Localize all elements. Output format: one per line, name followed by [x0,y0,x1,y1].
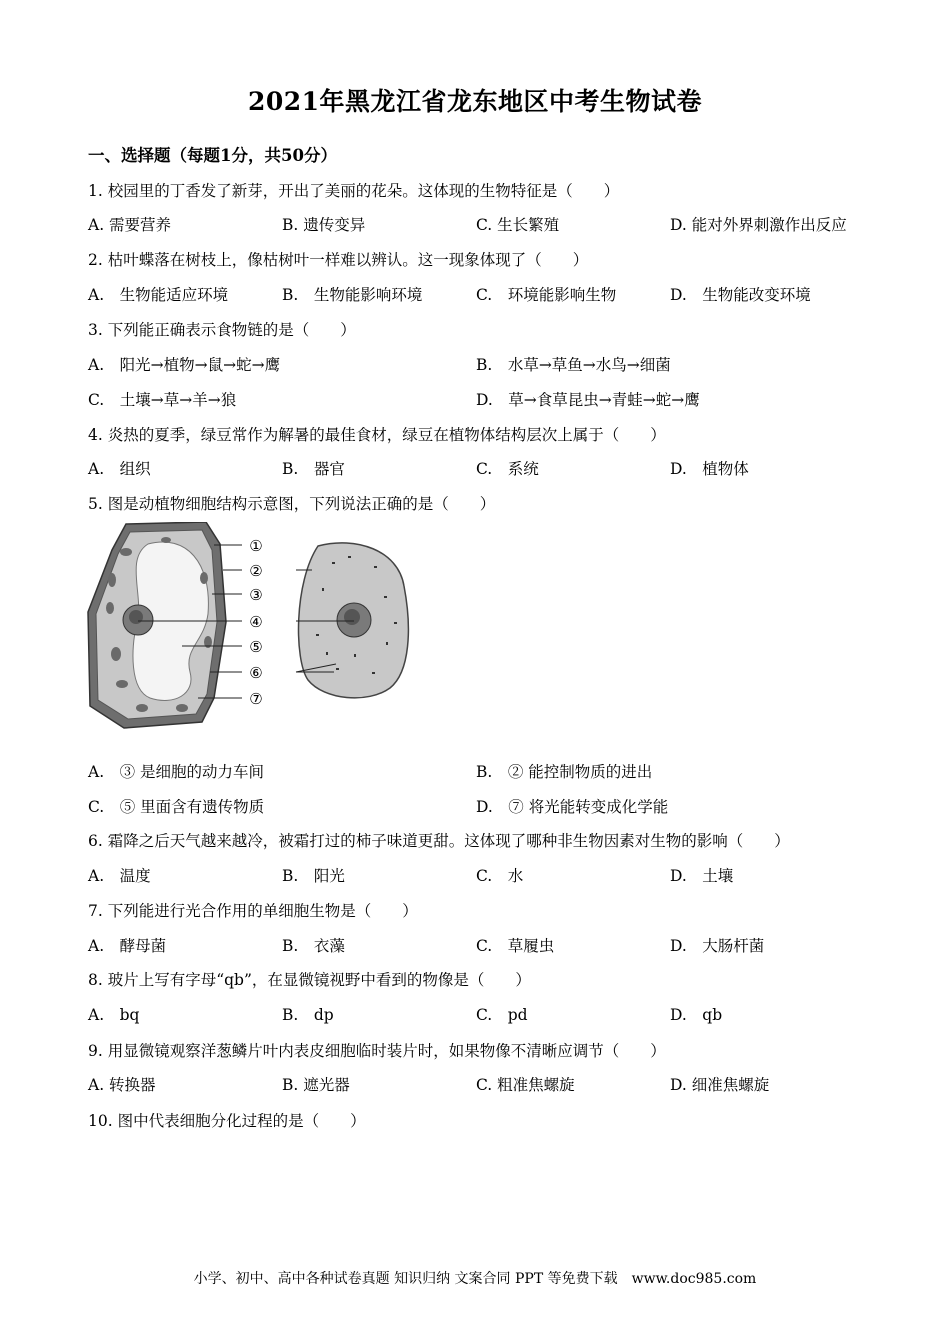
question-3-option-d: D. 草→食草昆虫→青蛙→蛇→鹰 [476,391,700,409]
question-3-option-c: C. 土壤→草→羊→狼 [88,391,237,409]
diagram-label-3: ③ [249,586,263,604]
diagram-label-2: ② [249,562,263,580]
question-3-option-b: B. 水草→草鱼→水鸟→细菌 [476,356,671,374]
question-8-option-d: D. qb [670,1006,723,1024]
question-9-option-c: C. 粗准焦螺旋 [476,1076,575,1094]
question-6-option-c: C. 水 [476,867,524,885]
question-6-option-b: B. 阳光 [282,867,345,885]
question-2-option-c: C. 环境能影响生物 [476,286,617,304]
question-7-option-a: A. 酵母菌 [88,937,167,955]
question-5-option-d: D. ⑦ 将光能转变成化学能 [476,798,669,816]
diagram-label-1: ① [249,537,263,555]
question-2-option-b: B. 生物能影响环境 [282,286,423,304]
question-1-option-d: D. 能对外界刺激作出反应 [670,216,847,234]
question-3-stem: 3. 下列能正确表示食物链的是（ ） [88,321,356,339]
question-8-option-a: A. bq [88,1006,140,1024]
diagram-label-7: ⑦ [249,690,263,708]
question-2-stem: 2. 枯叶蝶落在树枝上，像枯树叶一样难以辨认。这一现象体现了（ ） [88,251,589,269]
page-footer: 小学、初中、高中各种试卷真题 知识归纳 文案合同 PPT 等免费下载 www.doc985.com [193,1271,757,1287]
question-5-option-a: A. ③ 是细胞的动力车间 [88,763,265,781]
question-4-option-b: B. 器官 [282,460,345,478]
question-3-option-a: A. 阳光→植物→鼠→蛇→鹰 [88,356,281,374]
question-8-stem: 8. 玻片上写有字母“qb”，在显微镜视野中看到的物像是（ ） [88,971,531,989]
plant-cell-nucleolus [129,610,143,624]
question-5-option-c: C. ⑤ 里面含有遗传物质 [88,798,265,816]
question-1-option-b: B. 遗传变异 [282,216,366,234]
question-4-option-d: D. 植物体 [670,460,749,478]
question-4-option-c: C. 系统 [476,460,539,478]
question-7-stem: 7. 下列能进行光合作用的单细胞生物是（ ） [88,902,418,920]
question-9-option-b: B. 遮光器 [282,1076,350,1094]
question-7-option-c: C. 草履虫 [476,937,555,955]
section-heading: 一、选择题（每题1分，共50分） [88,146,337,165]
question-6-option-d: D. 土壤 [670,867,734,885]
diagram-label-6: ⑥ [249,664,263,682]
question-10-stem: 10. 图中代表细胞分化过程的是（ ） [88,1112,366,1130]
question-5-option-b: B. ② 能控制物质的进出 [476,763,653,781]
question-6-stem: 6. 霜降之后天气越来越冷，被霜打过的柿子味道更甜。这体现了哪种非生物因素对生物的影响（ ） [88,832,790,850]
question-2-option-d: D. 生物能改变环境 [670,286,811,304]
question-1-option-c: C. 生长繁殖 [476,216,560,234]
question-8-option-b: B. dp [282,1006,334,1024]
question-8-option-c: C. pd [476,1006,528,1024]
diagram-label-5: ⑤ [249,638,263,656]
question-7-option-b: B. 衣藻 [282,937,345,955]
question-9-stem: 9. 用显微镜观察洋葱鳞片叶内表皮细胞临时装片时，如果物像不清晰应调节（ ） [88,1042,666,1060]
animal-cell-nucleolus [344,609,360,625]
question-6-option-a: A. 温度 [88,867,151,885]
diagram-label-4: ④ [249,613,263,631]
cell-structure-diagram [86,522,446,732]
question-5-stem: 5. 图是动植物细胞结构示意图，下列说法正确的是（ ） [88,495,496,513]
question-7-option-d: D. 大肠杆菌 [670,937,765,955]
question-9-option-d: D. 细准焦螺旋 [670,1076,770,1094]
page-title: 2021年黑龙江省龙东地区中考生物试卷 [247,87,703,116]
question-4-option-a: A. 组织 [88,460,151,478]
question-1-stem: 1. 校园里的丁香发了新芽，开出了美丽的花朵。这体现的生物特征是（ ） [88,182,620,200]
question-2-option-a: A. 生物能适应环境 [88,286,229,304]
question-9-option-a: A. 转换器 [88,1076,156,1094]
question-1-option-a: A. 需要营养 [88,216,172,234]
question-4-stem: 4. 炎热的夏季，绿豆常作为解暑的最佳食材，绿豆在植物体结构层次上属于（ ） [88,426,666,444]
